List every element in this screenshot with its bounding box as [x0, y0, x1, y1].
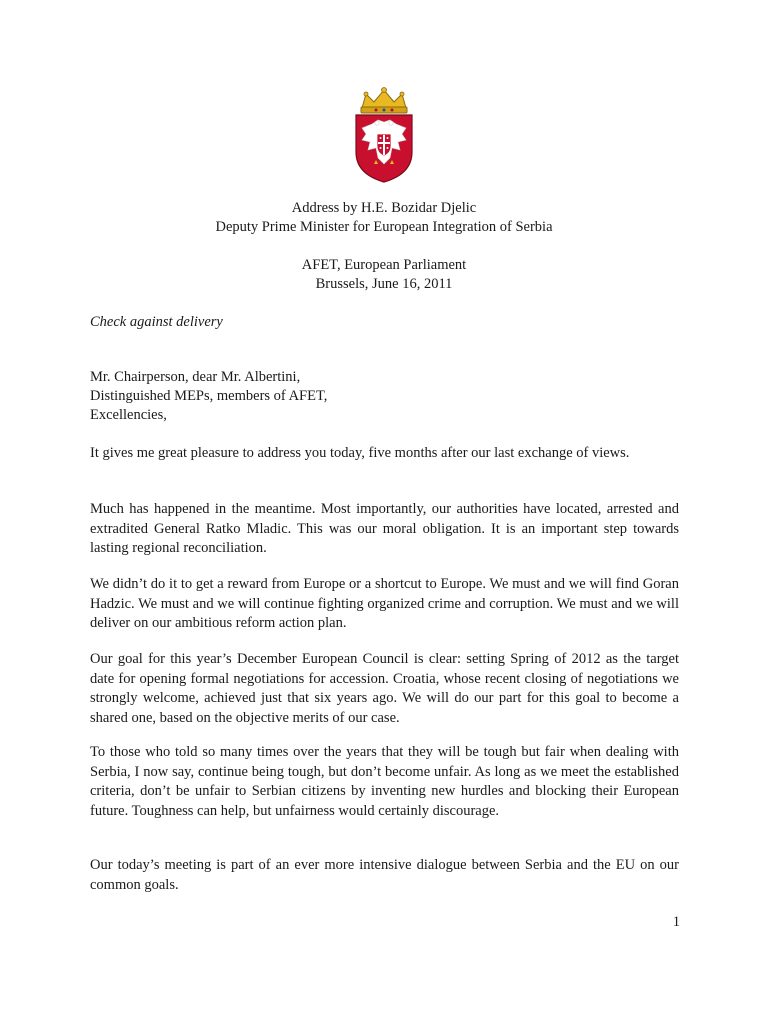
title-line-2: Deputy Prime Minister for European Integration of Serbia [215, 219, 553, 235]
body-paragraph: It gives me great pleasure to address you today, five months after our last exchange of views. [90, 445, 630, 461]
body-paragraph: Much has happened in the meantime. Most importantly, our authorities have located, arrested and extradited General Ratko Mladic. This was our moral obligation. It is an important step towards lasting regional reconciliation. [90, 501, 679, 556]
salutation-line-1: Mr. Chairperson, dear Mr. Albertini, [90, 369, 301, 385]
delivery-note: Check against delivery [90, 314, 223, 330]
body-paragraph: To those who told so many times over the years that they will be tough but fair when dealing with Serbia, I now say, continue being tough, but don’t become unfair. As long as we meet the established criteria, don’t be unfair to Serbian citizens by inventing new hurdles and blocking their European future. Toughness can help, but unfairness would certainly discourage. [90, 744, 679, 819]
body-paragraph: We didn’t do it to get a reward from Europe or a shortcut to Europe. We must and we will find Goran Hadzic. We must and we will continue fighting organized crime and corruption. We must and we will deliver on our ambitious reform action plan. [90, 576, 679, 631]
crown [361, 88, 407, 114]
venue-line-1: AFET, European Parliament [301, 257, 467, 273]
serbian-coat-of-arms-icon [348, 86, 420, 184]
venue-line-2: Brussels, June 16, 2011 [315, 276, 453, 292]
salutation-line-3: Excellencies, [90, 407, 167, 423]
body-paragraph: Our goal for this year’s December European Council is clear: setting Spring of 2012 as the target date for opening formal negotiations for accession. Croatia, whose recent closing of negotiations we strongly welcome, achieved just that six years ago. We will do our part for this goal to become a shared one, based on the objective merits of our case. [90, 651, 679, 726]
salutation-line-2: Distinguished MEPs, members of AFET, [90, 388, 328, 404]
body-paragraph: Our today’s meeting is part of an ever more intensive dialogue between Serbia and the EU on our common goals. [90, 857, 679, 893]
shield [356, 115, 412, 182]
title-line-1: Address by H.E. Bozidar Djelic [291, 200, 477, 216]
page-number: 1 [672, 914, 680, 930]
